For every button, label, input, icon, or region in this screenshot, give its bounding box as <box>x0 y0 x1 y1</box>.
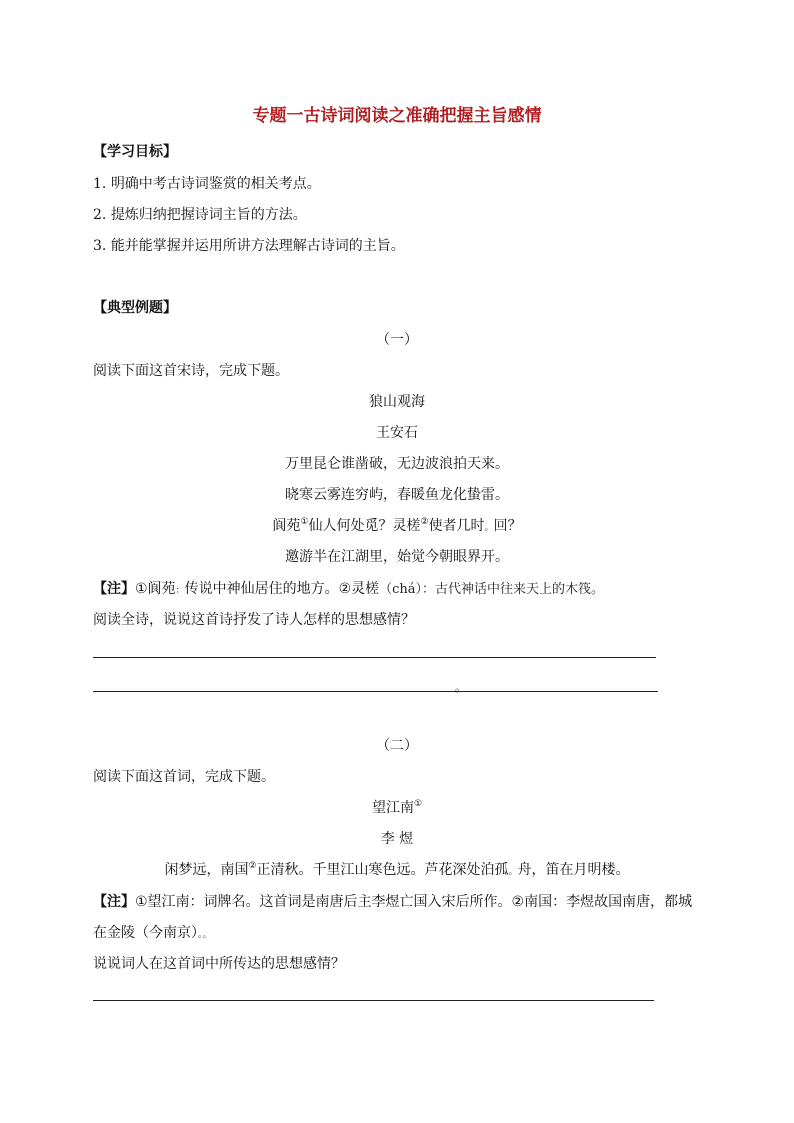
poem-text-segment: 闲梦远，南国 <box>164 862 249 878</box>
poem-1-line: 万里昆仑谁凿破，无边波浪拍天来。 <box>285 456 509 472</box>
footnote-marker: ② <box>420 517 429 527</box>
example-2-label: （二） <box>376 738 418 754</box>
poem-text-segment: 舟，笛在月明楼。 <box>517 862 630 878</box>
objective-number: 1. <box>93 176 107 192</box>
poem-1-title: 狼山观海 <box>369 394 425 410</box>
poem-1-line <box>0 516 794 538</box>
poem-1-author: 王安石 <box>376 425 418 441</box>
objective-item <box>93 236 405 256</box>
example-2-question: 说说词人在这首词中所传达的思想感情？ <box>93 956 345 972</box>
poem-2-body <box>0 860 794 882</box>
answer-line[interactable] <box>93 1000 654 1001</box>
examples-heading: 【典型例题】 <box>93 300 177 316</box>
note-label: 【注】 <box>93 581 135 597</box>
poem-text-segment: 回？ <box>493 518 522 534</box>
example-1-label: （一） <box>376 332 418 348</box>
objective-number: 3. <box>93 238 107 254</box>
poem-text-segment: 使者几时 <box>428 518 485 534</box>
answer-period: 。 <box>455 680 468 694</box>
objectives-heading: 【学习目标】 <box>93 144 177 160</box>
poem-text-segment: 正清秋。千里江山寒色远。芦花深处泊孤 <box>256 862 509 878</box>
note-text: （chá）：古代神话中往来天上的木筏。 <box>379 582 605 597</box>
poem-text-segment: 仙人何处觅？灵槎 <box>308 518 421 534</box>
answer-line[interactable] <box>93 691 658 692</box>
objective-text: 能并能掌握并运用所讲方法理解古诗词的主旨。 <box>110 238 405 254</box>
example-2-instruction: 阅读下面这首词，完成下题。 <box>93 769 275 785</box>
stray-mark: 。 <box>508 867 518 877</box>
example-2-note-line <box>93 923 212 945</box>
note-text: ①望江南：词牌名。这首词是南唐后主李煜亡国入宋后所作。②南国：李煜故国南唐，都城 <box>135 894 693 910</box>
note-text: 在金陵（今南京） <box>93 925 198 941</box>
stray-mark: 。 <box>484 523 494 533</box>
footnote-marker: ① <box>413 799 423 809</box>
poem-title-text: 望江南 <box>371 800 414 816</box>
stray-mark: 。。 <box>198 930 212 940</box>
objective-item <box>93 174 321 194</box>
poem-1-line: 晓寒云雾连穷屿，春暖鱼龙化蛰雷。 <box>285 487 509 503</box>
objective-item <box>93 205 307 225</box>
example-1-instruction: 阅读下面这首宋诗，完成下题。 <box>93 363 289 379</box>
poem-1-line: 邀游半在江湖里，始觉今朝眼界开。 <box>285 549 509 565</box>
poem-text-segment: 阆苑 <box>272 518 301 534</box>
document-title: 专题一古诗词阅读之准确把握主旨感情 <box>252 106 542 126</box>
objective-text: 明确中考古诗词鉴赏的相关考点。 <box>110 176 321 192</box>
note-text: ①阆苑 <box>135 581 176 597</box>
footnote-marker: ② <box>248 861 257 871</box>
example-1-note <box>93 579 604 601</box>
note-label: 【注】 <box>93 894 135 910</box>
objective-text: 提炼归纳把握诗词主旨的方法。 <box>110 207 307 223</box>
footnote-marker: ① <box>300 517 309 527</box>
poem-2-author: 李 煜 <box>380 831 414 847</box>
answer-line[interactable] <box>93 657 656 658</box>
note-colon: ： <box>175 586 185 596</box>
note-text: 传说中神仙居住的地方。②灵槎 <box>184 581 380 597</box>
poem-2-title <box>0 798 794 818</box>
objective-number: 2. <box>93 207 107 223</box>
example-1-question: 阅读全诗，说说这首诗抒发了诗人怎样的思想感情？ <box>93 612 415 628</box>
example-2-note-line <box>93 892 692 912</box>
